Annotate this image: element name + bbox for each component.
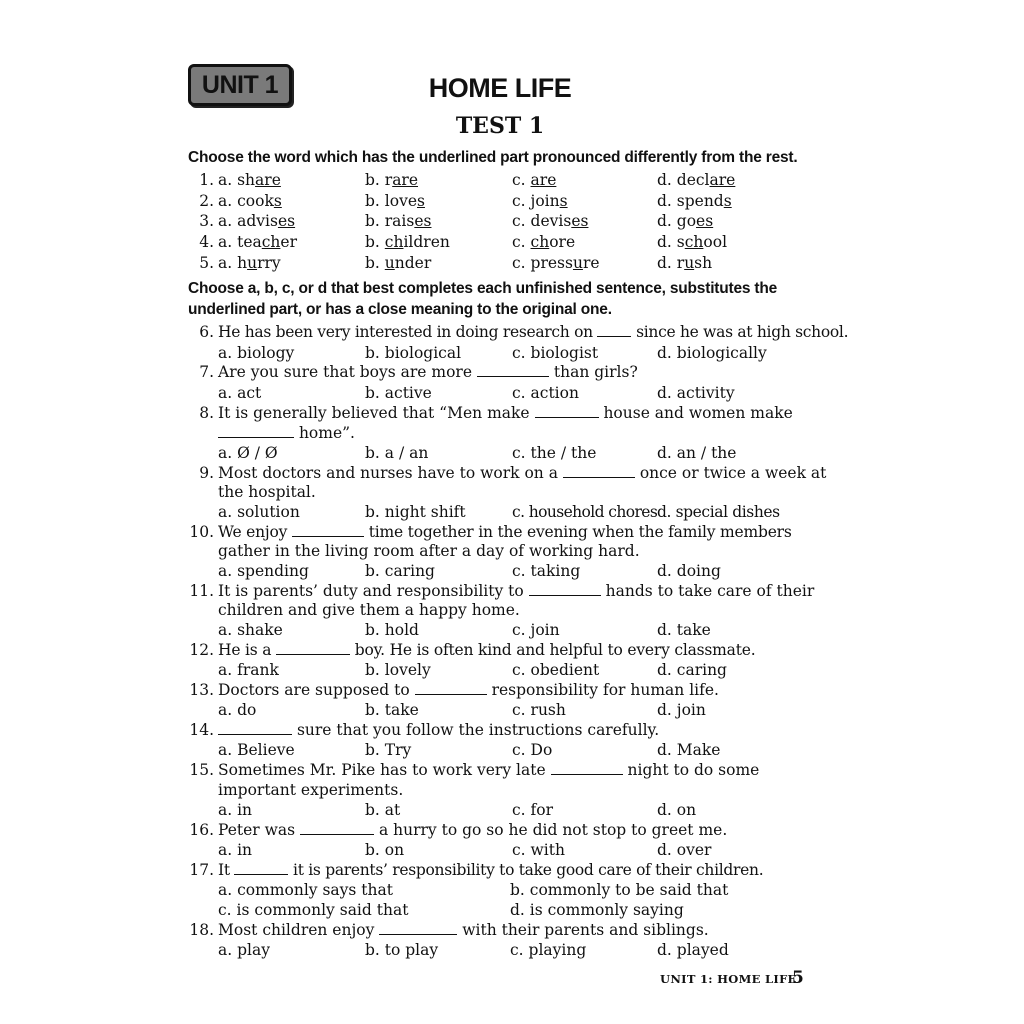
option-a[interactable]: a. commonly says that bbox=[218, 881, 393, 899]
stem-text: time together in the evening when the family members bbox=[368, 523, 792, 541]
question-number: 2. bbox=[199, 192, 214, 210]
underlined-part: ch bbox=[530, 233, 550, 251]
answer-blank bbox=[529, 581, 601, 596]
answer-blank bbox=[379, 920, 457, 935]
option-d[interactable]: d. an / the bbox=[657, 444, 737, 462]
option-a[interactable]: a. play bbox=[218, 941, 270, 959]
underlined-part: u bbox=[247, 254, 258, 272]
option-b[interactable]: b. night shift bbox=[365, 503, 466, 521]
option-c[interactable] bbox=[512, 253, 600, 273]
option-text: rry bbox=[257, 254, 281, 272]
stem-text: home”. bbox=[298, 424, 355, 442]
answer-blank bbox=[218, 423, 294, 438]
option-a[interactable] bbox=[218, 211, 295, 231]
stem-text: Most children enjoy bbox=[218, 921, 375, 939]
question-9-stem bbox=[218, 463, 826, 483]
answer-blank bbox=[535, 403, 599, 418]
underlined-part: es bbox=[696, 212, 714, 230]
option-d[interactable]: d. played bbox=[657, 941, 729, 959]
question-number: 1. bbox=[199, 171, 214, 189]
option-text: er bbox=[280, 233, 298, 251]
option-c[interactable]: c. playing bbox=[510, 941, 587, 959]
underlined-part: s bbox=[559, 192, 568, 210]
option-c[interactable]: c. taking bbox=[512, 562, 581, 580]
answer-blank bbox=[218, 720, 292, 735]
option-c[interactable]: c. for bbox=[512, 801, 554, 819]
option-c[interactable] bbox=[512, 191, 568, 211]
question-number: 8. bbox=[199, 404, 214, 422]
option-text: c. bbox=[512, 171, 531, 189]
option-b[interactable] bbox=[365, 211, 431, 231]
option-c[interactable]: c. join bbox=[512, 621, 560, 639]
stem-text: a hurry to go so he did not stop to greet me. bbox=[378, 821, 728, 839]
option-c[interactable]: c. obedient bbox=[512, 661, 600, 679]
option-b[interactable]: b. hold bbox=[365, 621, 419, 639]
question-number: 17. bbox=[189, 861, 214, 879]
question-10-stem-cont: gather in the living room after a day of working hard. bbox=[218, 542, 640, 560]
option-a[interactable] bbox=[218, 191, 282, 211]
question-number: 6. bbox=[199, 323, 214, 341]
option-d[interactable]: d. caring bbox=[657, 661, 727, 679]
answer-blank bbox=[477, 362, 549, 377]
stem-text: He is a bbox=[218, 641, 272, 659]
option-text: a. cook bbox=[218, 192, 274, 210]
question-7-stem bbox=[218, 362, 638, 382]
option-text: b. rais bbox=[365, 212, 415, 230]
page-number: 5 bbox=[792, 968, 804, 988]
underlined-part: u bbox=[384, 254, 395, 272]
option-a[interactable] bbox=[218, 170, 281, 190]
section2-instruction-line2: underlined part, or has a close meaning to the original one. bbox=[188, 301, 612, 318]
underlined-part: u bbox=[684, 254, 695, 272]
option-c[interactable] bbox=[512, 232, 575, 252]
underlined-part: s bbox=[273, 192, 282, 210]
stem-text: house and women make bbox=[603, 404, 793, 422]
option-a[interactable]: a. Ø / Ø bbox=[218, 444, 278, 462]
option-b[interactable] bbox=[365, 232, 450, 252]
stem-text: than girls? bbox=[553, 363, 638, 381]
option-a[interactable]: a. solution bbox=[218, 503, 300, 521]
question-number: 12. bbox=[189, 641, 214, 659]
option-c[interactable] bbox=[512, 211, 588, 231]
option-b[interactable] bbox=[365, 191, 425, 211]
question-number: 14. bbox=[189, 721, 214, 739]
question-number: 9. bbox=[199, 464, 214, 482]
underlined-part: are bbox=[392, 171, 419, 189]
question-15-stem-cont: important experiments. bbox=[218, 781, 404, 799]
answer-blank bbox=[292, 522, 364, 537]
option-text: ildren bbox=[403, 233, 450, 251]
option-b[interactable] bbox=[365, 170, 418, 190]
question-number: 13. bbox=[189, 681, 214, 699]
option-b[interactable]: b. a / an bbox=[365, 444, 429, 462]
underlined-part: es bbox=[571, 212, 589, 230]
stem-text: responsibility for human life. bbox=[491, 681, 719, 699]
question-number: 7. bbox=[199, 363, 214, 381]
option-d[interactable]: d. join bbox=[657, 701, 706, 719]
question-15-stem bbox=[218, 760, 759, 780]
option-text: c. devis bbox=[512, 212, 572, 230]
stem-text: boy. He is often kind and helpful to every classmate. bbox=[354, 641, 756, 659]
stem-text: it is parents’ responsibility to take good care of their children. bbox=[293, 861, 764, 879]
option-b[interactable]: b. Try bbox=[365, 741, 412, 759]
stem-text: with their parents and siblings. bbox=[462, 921, 709, 939]
underlined-part: s bbox=[417, 192, 425, 210]
option-b[interactable]: b. at bbox=[365, 801, 401, 819]
question-number: 10. bbox=[189, 523, 214, 541]
option-text: d. go bbox=[657, 212, 697, 230]
option-b[interactable]: b. lovely bbox=[365, 661, 431, 679]
stem-text: since he was at high school. bbox=[636, 323, 849, 341]
option-text: d. spend bbox=[657, 192, 724, 210]
option-c[interactable]: c. action bbox=[512, 384, 579, 402]
option-a[interactable] bbox=[218, 232, 297, 252]
option-d[interactable]: d. doing bbox=[657, 562, 721, 580]
answer-blank bbox=[300, 820, 374, 835]
option-c[interactable]: c. biologist bbox=[512, 344, 599, 362]
option-a[interactable] bbox=[218, 253, 281, 273]
option-text: b. bbox=[365, 233, 385, 251]
option-b[interactable]: b. active bbox=[365, 384, 432, 402]
option-d[interactable] bbox=[657, 232, 727, 252]
option-a[interactable]: a. shake bbox=[218, 621, 283, 639]
option-text: d. decl bbox=[657, 171, 710, 189]
option-d[interactable] bbox=[657, 253, 712, 273]
stem-text: He has been very interested in doing research on bbox=[218, 323, 593, 341]
option-c[interactable]: c. Do bbox=[512, 741, 553, 759]
answer-blank bbox=[563, 463, 635, 478]
answer-blank bbox=[234, 860, 288, 875]
option-c[interactable] bbox=[512, 170, 556, 190]
option-a[interactable]: a. Believe bbox=[218, 741, 295, 759]
option-d[interactable] bbox=[657, 211, 713, 231]
stem-text: sure that you follow the instructions carefully. bbox=[296, 721, 660, 739]
section2-instruction-line1: Choose a, b, c, or d that best completes each unfinished sentence, substitutes the bbox=[188, 280, 778, 297]
question-6-stem bbox=[218, 322, 848, 342]
stem-text: Are you sure that boys are more bbox=[218, 363, 473, 381]
underlined-part: are bbox=[255, 171, 281, 189]
section1-instruction: Choose the word which has the underlined part pronounced differently from the rest. bbox=[188, 149, 798, 166]
option-d[interactable] bbox=[657, 191, 732, 211]
question-16-stem bbox=[218, 820, 727, 840]
option-c[interactable]: c. household chores bbox=[512, 503, 658, 521]
stem-text: night to do some bbox=[627, 761, 760, 779]
option-text: a. advis bbox=[218, 212, 278, 230]
option-text: b. love bbox=[365, 192, 417, 210]
option-d[interactable]: d. activity bbox=[657, 384, 735, 402]
stem-text: We enjoy bbox=[218, 523, 288, 541]
option-c[interactable]: c. rush bbox=[512, 701, 566, 719]
stem-text: Peter was bbox=[218, 821, 296, 839]
answer-blank bbox=[597, 322, 631, 337]
option-a[interactable]: a. do bbox=[218, 701, 257, 719]
option-c[interactable]: c. with bbox=[512, 841, 565, 859]
option-text: a. tea bbox=[218, 233, 262, 251]
option-text: c. bbox=[512, 233, 531, 251]
underlined-part: are bbox=[530, 171, 557, 189]
underlined-part: ch bbox=[684, 233, 704, 251]
question-8-stem-cont bbox=[218, 423, 355, 443]
question-17-stem bbox=[218, 860, 763, 880]
page-title: HOME LIFE bbox=[428, 73, 572, 103]
answer-blank bbox=[415, 680, 487, 695]
question-number: 15. bbox=[189, 761, 214, 779]
option-a[interactable]: a. in bbox=[218, 801, 253, 819]
option-d[interactable]: d. over bbox=[657, 841, 712, 859]
stem-text: Doctors are supposed to bbox=[218, 681, 410, 699]
option-b[interactable]: b. on bbox=[365, 841, 405, 859]
stem-text: Most doctors and nurses have to work on a bbox=[218, 464, 558, 482]
underlined-part: ch bbox=[261, 233, 281, 251]
question-10-stem bbox=[218, 522, 792, 542]
test-title: TEST 1 bbox=[455, 113, 545, 139]
option-text: nder bbox=[394, 254, 432, 272]
option-c[interactable]: c. is commonly said that bbox=[218, 901, 409, 919]
option-text: re bbox=[582, 254, 600, 272]
question-number: 11. bbox=[189, 582, 214, 600]
option-d[interactable]: d. special dishes bbox=[657, 503, 780, 521]
stem-text: Sometimes Mr. Pike has to work very late bbox=[218, 761, 546, 779]
running-head: UNIT 1: HOME LIFE bbox=[660, 972, 797, 986]
option-a[interactable]: a. act bbox=[218, 384, 262, 402]
option-b[interactable]: b. take bbox=[365, 701, 419, 719]
option-text: c. press bbox=[512, 254, 573, 272]
stem-text: It is generally believed that “Men make bbox=[218, 404, 530, 422]
question-number: 4. bbox=[199, 233, 214, 251]
question-13-stem bbox=[218, 680, 719, 700]
option-c[interactable]: c. the / the bbox=[512, 444, 597, 462]
option-a[interactable]: a. frank bbox=[218, 661, 279, 679]
stem-text: It bbox=[218, 861, 230, 879]
underlined-part: u bbox=[572, 254, 583, 272]
option-text: a. h bbox=[218, 254, 248, 272]
question-14-stem bbox=[218, 720, 659, 740]
option-b[interactable]: b. commonly to be said that bbox=[510, 881, 729, 899]
underlined-part: es bbox=[277, 212, 296, 230]
option-d[interactable]: d. biologically bbox=[657, 344, 767, 362]
option-d[interactable] bbox=[657, 170, 735, 190]
option-text: b. r bbox=[365, 171, 393, 189]
option-a[interactable]: a. in bbox=[218, 841, 253, 859]
option-b[interactable] bbox=[365, 253, 431, 273]
option-text: a. sh bbox=[218, 171, 256, 189]
option-b[interactable]: b. caring bbox=[365, 562, 435, 580]
question-9-stem-cont: the hospital. bbox=[218, 483, 316, 501]
option-text: b. bbox=[365, 254, 385, 272]
question-number: 18. bbox=[189, 921, 214, 939]
question-12-stem bbox=[218, 640, 755, 660]
option-text: sh bbox=[694, 254, 713, 272]
question-8-stem bbox=[218, 403, 793, 423]
question-18-stem bbox=[218, 920, 709, 940]
option-text: d. s bbox=[657, 233, 685, 251]
option-d[interactable]: d. take bbox=[657, 621, 711, 639]
question-number: 16. bbox=[189, 821, 214, 839]
underlined-part: s bbox=[723, 192, 732, 210]
unit-badge bbox=[188, 64, 292, 106]
option-a[interactable]: a. biology bbox=[218, 344, 295, 362]
option-b[interactable]: b. biological bbox=[365, 344, 462, 362]
option-text: ool bbox=[703, 233, 728, 251]
option-d[interactable]: d. on bbox=[657, 801, 697, 819]
option-b[interactable]: b. to play bbox=[365, 941, 439, 959]
option-a[interactable]: a. spending bbox=[218, 562, 309, 580]
answer-blank bbox=[551, 760, 623, 775]
question-11-stem-cont: children and give them a happy home. bbox=[218, 601, 520, 619]
option-d[interactable]: d. Make bbox=[657, 741, 721, 759]
underlined-part: ch bbox=[384, 233, 404, 251]
question-number: 5. bbox=[199, 254, 214, 272]
unit-badge-label: UNIT 1 bbox=[201, 70, 279, 99]
answer-blank bbox=[276, 640, 350, 655]
question-number: 3. bbox=[199, 212, 214, 230]
option-text: ore bbox=[549, 233, 576, 251]
stem-text: It is parents’ duty and responsibility to bbox=[218, 582, 524, 600]
option-text: c. join bbox=[512, 192, 560, 210]
question-11-stem bbox=[218, 581, 814, 601]
stem-text: hands to take care of their bbox=[605, 582, 815, 600]
stem-text: once or twice a week at bbox=[639, 464, 827, 482]
option-d[interactable]: d. is commonly saying bbox=[510, 901, 684, 919]
option-text: d. r bbox=[657, 254, 685, 272]
underlined-part: es bbox=[414, 212, 432, 230]
underlined-part: are bbox=[709, 171, 736, 189]
